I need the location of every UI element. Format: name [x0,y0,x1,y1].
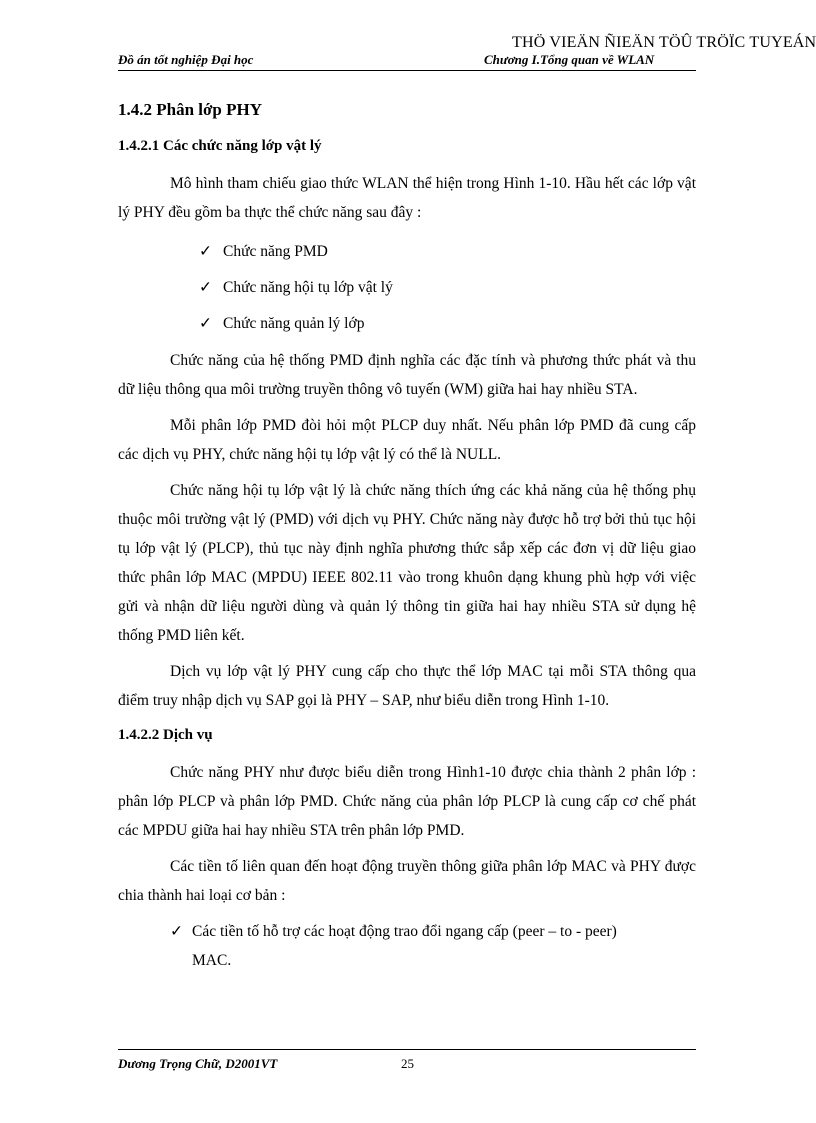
list-item: ✓ Chức năng hội tụ lớp vật lý [118,270,696,306]
list-item: ✓ Chức năng PMD [118,234,696,270]
paragraph: Dịch vụ lớp vật lý PHY cung cấp cho thực thể lớp MAC tại mỗi STA thông qua điểm truy nhập dịch vụ SAP gọi là PHY – SAP, như biểu diễn trong Hình 1-10. [118,663,696,709]
paragraph: Chức năng hội tụ lớp vật lý là chức năng thích ứng các khả năng của hệ thống phụ thuộc môi trường vật lý (PMD) với dịch vụ PHY. Chức năng này được hỗ trợ bởi thủ tục hội tụ lớp vật lý (PLCP), thủ tục này định nghĩa phương thức sắp xếp các đơn vị dữ liệu giao thức phân lớp MAC (MPDU) IEEE 802.11 vào trong khuôn dạng khung phù hợp với việc gửi và nhận dữ liệu người dùng và quản lý thông tin giữa hai hay nhiều STA sử dụng hệ thống PMD liên kết. [118,482,696,644]
paragraph: Mỗi phân lớp PMD đòi hỏi một PLCP duy nhất. Nếu phân lớp PMD đã cung cấp các dịch vụ PHY, chức năng hội tụ lớp vật lý có thể là NULL. [118,417,696,463]
header-right: Chương I.Tổng quan về WLAN [484,52,655,67]
list-item: ✓ Chức năng quản lý lớp [118,306,696,342]
watermark-text: THÖ VIEÄN ÑIEÄN TÖÛ TRÖÏC TUYEÁN [512,34,816,51]
header-left: Đồ án tốt nghiệp Đại học [118,52,254,67]
page-number: 25 [401,1056,414,1071]
bullet-list [118,234,696,342]
subsection-title-functions: 1.4.2.1 Các chức năng lớp vật lý [118,138,322,154]
checkmark-icon: ✓ [199,243,212,260]
footer-author: Dương Trọng Chữ, D2001VT [118,1056,278,1071]
page-content [118,100,696,975]
checkmark-icon: ✓ [199,315,212,332]
header-divider [118,70,696,71]
checkmark-icon: ✓ [170,923,183,940]
section-title: 1.4.2 Phân lớp PHY [118,100,263,119]
paragraph: Các tiền tố liên quan đến hoạt động truyền thông giữa phân lớp MAC và PHY được chia thành hai loại cơ bản : [118,858,696,904]
subsection-title-services: 1.4.2.2 Dịch vụ [118,727,213,743]
checkmark-icon: ✓ [199,279,212,296]
paragraph: Chức năng của hệ thống PMD định nghĩa các đặc tính và phương thức phát và thu dữ liệu thông qua môi trường truyền thông vô tuyến (WM) giữa hai hay nhiều STA. [118,352,696,398]
paragraph: Chức năng PHY như được biểu diễn trong Hình1-10 được chia thành 2 phân lớp : phân lớp PLCP và phân lớp PMD. Chức năng của phân lớp PLCP là cung cấp cơ chế phát các MPDU giữa hai hay nhiều STA trên phân lớp PMD. [118,764,696,839]
list-item: ✓ Các tiền tố hỗ trợ các hoạt động trao đổi ngang cấp (peer – to - peer) MAC. [118,917,696,975]
paragraph: Mô hình tham chiếu giao thức WLAN thể hiện trong Hình 1-10. Hầu hết các lớp vật lý PHY đều gồm ba thực thể chức năng sau đây : [118,175,696,221]
footer-divider [118,1049,696,1050]
